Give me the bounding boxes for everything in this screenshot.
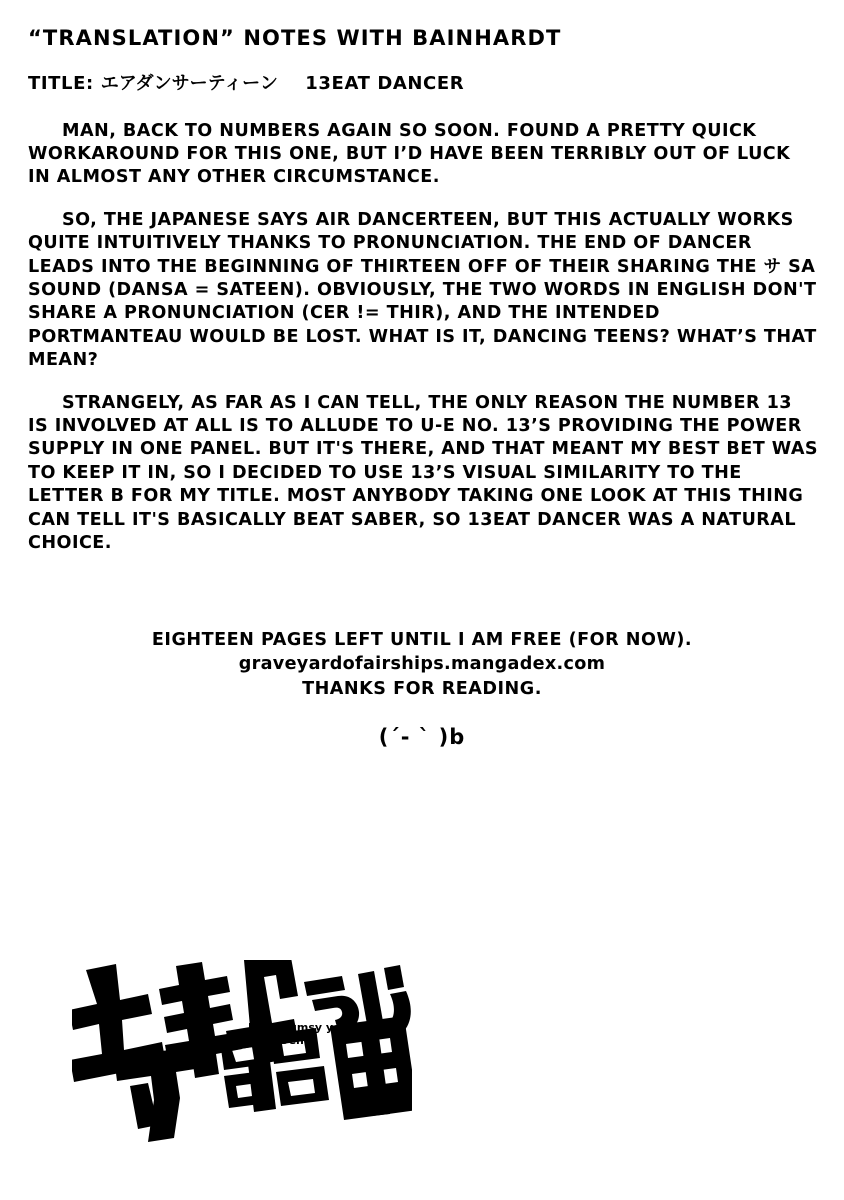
notes-body xyxy=(28,26,818,574)
title-label: TITLE: xyxy=(28,73,94,95)
title-line xyxy=(28,73,818,96)
series-logo-subtitle-line-1: How clumsy you are, xyxy=(248,1021,377,1034)
notes-paragraph-3: STRANGELY, AS FAR AS I CAN TELL, THE ONLY REASON THE NUMBER 13 IS INVOLVED AT ALL IS TO ALLUDE TO U-E NO. 13’S PROVIDING THE POWER SUPPLY IN ONE PANEL. BUT IT'S THERE, AND THAT MEANT MY BEST BET WAS TO KEEP IT IN, SO I DECIDED TO USE 13’S VISUAL SIMILARITY TO THE LETTER B FOR MY TITLE. MOST ANYBODY TAKING ONE LOOK AT THIS THING CAN TELL IT'S BASICALLY BEAT SABER, SO 13EAT DANCER WAS A NATURAL CHOICE. xyxy=(28,392,819,553)
closing-credit-url: graveyardofairships.mangadex.com xyxy=(238,654,606,675)
series-logo xyxy=(72,960,412,1150)
closing-line-1: EIGHTEEN PAGES LEFT UNTIL I AM FREE (FOR NOW). xyxy=(151,630,693,650)
kaomoji: (´- ` )b xyxy=(378,724,466,749)
notes-paragraph-2: SO, THE JAPANESE SAYS AIR DANCERTEEN, BUT THIS ACTUALLY WORKS QUITE INTUITIVELY THANKS TO PRONUNCIATION. THE END OF DANCER LEADS INTO THE BEGINNING OF THIRTEEN OFF OF THEIR SHARING THE サ SA SOUND (DANSA = SATEEN). OBVIOUSLY, THE TWO WORDS IN ENGLISH DON'T SHARE A PRONUNCIATION (CER != THIR), AND THE INTENDED PORTMANTEAU WOULD BE LOST. WHAT IS IT, DANCING TEENS? WHAT’S THAT MEAN? xyxy=(28,209,817,371)
closing-line-3: THANKS FOR READING. xyxy=(302,678,542,699)
title-japanese: エアダンサーティーン xyxy=(100,73,278,95)
notes-paragraph-1: MAN, BACK TO NUMBERS AGAIN SO SOON. FOUND A PRETTY QUICK WORKAROUND FOR THIS ONE, BUT I’D HAVE BEEN TERRIBLY OUT OF LUCK IN ALMOST ANY OTHER CIRCUMSTANCE. xyxy=(28,120,791,188)
page-title: “TRANSLATION” NOTES WITH BAINHARDT xyxy=(28,26,562,50)
series-logo-subtitle xyxy=(248,1022,398,1047)
closing-block xyxy=(0,628,844,752)
title-translated: 13EAT DANCER xyxy=(305,73,465,95)
series-logo-subtitle-line-2: Miss Ueno. xyxy=(248,1033,316,1047)
series-logo-artwork xyxy=(72,960,412,1150)
